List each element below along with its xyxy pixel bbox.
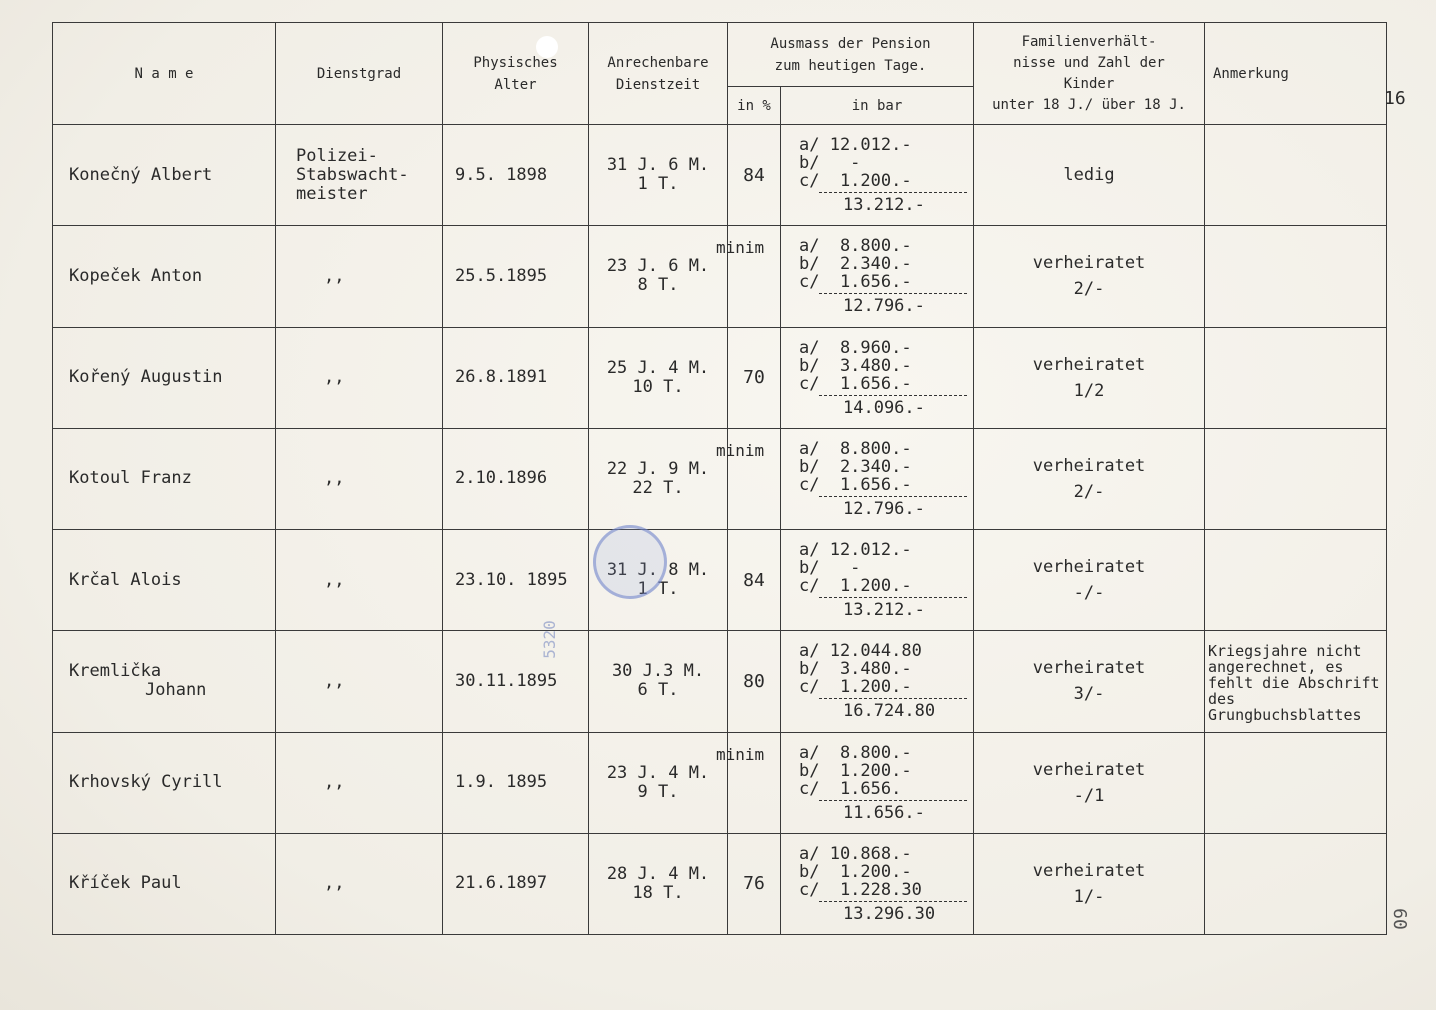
cell-pension: a/ 12.012.- b/ - c/ 1.200.- 13.212.-: [781, 125, 974, 226]
cell-pension: a/ 10.868.- b/ 1.200.- c/ 1.228.30 13.296.30: [781, 833, 974, 934]
cell-age: 1.9. 1895: [443, 732, 589, 833]
table-row: [53, 125, 1387, 226]
table-row: [53, 226, 1387, 327]
cell-family: verheiratet 3/-: [974, 631, 1205, 732]
cell-family: verheiratet -/1: [974, 732, 1205, 833]
cell-pct: [716, 226, 781, 327]
table-row: [53, 732, 1387, 833]
cell-name: Kříček Paul: [53, 833, 276, 934]
cell-remark: [1205, 428, 1387, 529]
page-number: 16: [1384, 88, 1406, 109]
cell-age: 25.5.1895: [443, 226, 589, 327]
header-service: Anrechenbare Dienstzeit: [589, 23, 728, 125]
cell-remark: [1205, 226, 1387, 327]
table-row: [53, 530, 1387, 631]
cell-remark: [1205, 327, 1387, 428]
cell-name: Kořený Augustin: [53, 327, 276, 428]
cell-rank: ,,: [276, 327, 443, 428]
cell-pension: a/ 12.012.- b/ - c/ 1.200.- 13.212.-: [781, 530, 974, 631]
cell-rank: ,,: [276, 732, 443, 833]
minim-label: minim: [716, 744, 765, 764]
cell-pct: 80: [728, 631, 781, 732]
cell-family: verheiratet 2/-: [974, 226, 1205, 327]
cell-service: 28 J. 4 M. 18 T.: [589, 833, 728, 934]
cell-remark: [1205, 833, 1387, 934]
cell-name: Krčal Alois: [53, 530, 276, 631]
cell-pension: a/ 12.044.80 b/ 3.480.- c/ 1.200.- 16.724.80: [781, 631, 974, 732]
cell-remark: [1205, 125, 1387, 226]
header-pct: in %: [728, 87, 781, 125]
cell-age: 21.6.1897: [443, 833, 589, 934]
cell-pct: [716, 732, 781, 833]
cell-remark: [1205, 530, 1387, 631]
cell-rank: ,,: [276, 428, 443, 529]
cell-name: Kotoul Franz: [53, 428, 276, 529]
cell-rank: Polizei- Stabswacht- meister: [276, 125, 443, 226]
cell-rank: ,,: [276, 530, 443, 631]
header-remark: Anmerkung: [1205, 23, 1387, 125]
cell-service: 30 J.3 M. 6 T.: [589, 631, 728, 732]
cell-pct: 70: [728, 327, 781, 428]
cell-service: 23 J. 4 M. 9 T.: [589, 732, 728, 833]
round-stamp: [593, 525, 667, 599]
cell-pct: 84: [728, 125, 781, 226]
cell-remark: Kriegsjahre nicht angerechnet, es fehlt die Abschrift des Grungbuchsblattes: [1205, 631, 1387, 732]
cell-age: 23.10. 1895: [443, 530, 589, 631]
table-row: [53, 833, 1387, 934]
cell-service: 31 J. 8 M. 1 T.: [589, 530, 728, 631]
cell-family: ledig: [974, 125, 1205, 226]
cell-name: Konečný Albert: [53, 125, 276, 226]
cell-family: verheiratet -/-: [974, 530, 1205, 631]
cell-service: 25 J. 4 M. 10 T.: [589, 327, 728, 428]
cell-age: 26.8.1891: [443, 327, 589, 428]
cell-pct: 84: [728, 530, 781, 631]
table-row: [53, 631, 1387, 732]
stamp-number: 5320: [539, 620, 559, 659]
cell-age: 9.5. 1898: [443, 125, 589, 226]
cell-service: 31 J. 6 M. 1 T.: [589, 125, 728, 226]
cell-age: 30.11.1895: [443, 631, 589, 732]
cell-pension: a/ 8.800.- b/ 2.340.- c/ 1.656.- 12.796.-: [781, 226, 974, 327]
cell-rank: ,,: [276, 833, 443, 934]
cell-pct: [716, 428, 781, 529]
header-cash: in bar: [781, 87, 974, 125]
cell-rank: ,,: [276, 631, 443, 732]
header-name: N a m e: [53, 23, 276, 125]
pension-table: [52, 22, 1387, 935]
cell-name: Kopeček Anton: [53, 226, 276, 327]
table-row: [53, 327, 1387, 428]
table-row: [53, 428, 1387, 529]
cell-age: 2.10.1896: [443, 428, 589, 529]
minim-label: minim: [716, 238, 765, 258]
cell-pension: a/ 8.800.- b/ 2.340.- c/ 1.656.- 12.796.-: [781, 428, 974, 529]
cell-pension: a/ 8.800.- b/ 1.200.- c/ 1.656. 11.656.-: [781, 732, 974, 833]
cell-pension: a/ 8.960.- b/ 3.480.- c/ 1.656.- 14.096.-: [781, 327, 974, 428]
cell-service: 23 J. 6 M. 8 T.: [589, 226, 728, 327]
cell-name: Krhovský Cyrill: [53, 732, 276, 833]
header-age: Physisches Alter: [443, 23, 589, 125]
cell-pct: 76: [728, 833, 781, 934]
cell-family: verheiratet 1/2: [974, 327, 1205, 428]
cell-service: 22 J. 9 M. 22 T.: [589, 428, 728, 529]
minim-label: minim: [716, 440, 765, 460]
cell-family: verheiratet 1/-: [974, 833, 1205, 934]
header-family: Familienverhält- nisse und Zahl der Kinder unter 18 J./ über 18 J.: [974, 23, 1205, 125]
cell-family: verheiratet 2/-: [974, 428, 1205, 529]
edge-mark: 60: [1388, 908, 1410, 930]
header-rank: Dienstgrad: [276, 23, 443, 125]
header-pension: Ausmass der Pension zum heutigen Tage.: [728, 23, 974, 87]
cell-remark: [1205, 732, 1387, 833]
cell-rank: ,,: [276, 226, 443, 327]
cell-name: Kremlička Johann: [53, 631, 276, 732]
